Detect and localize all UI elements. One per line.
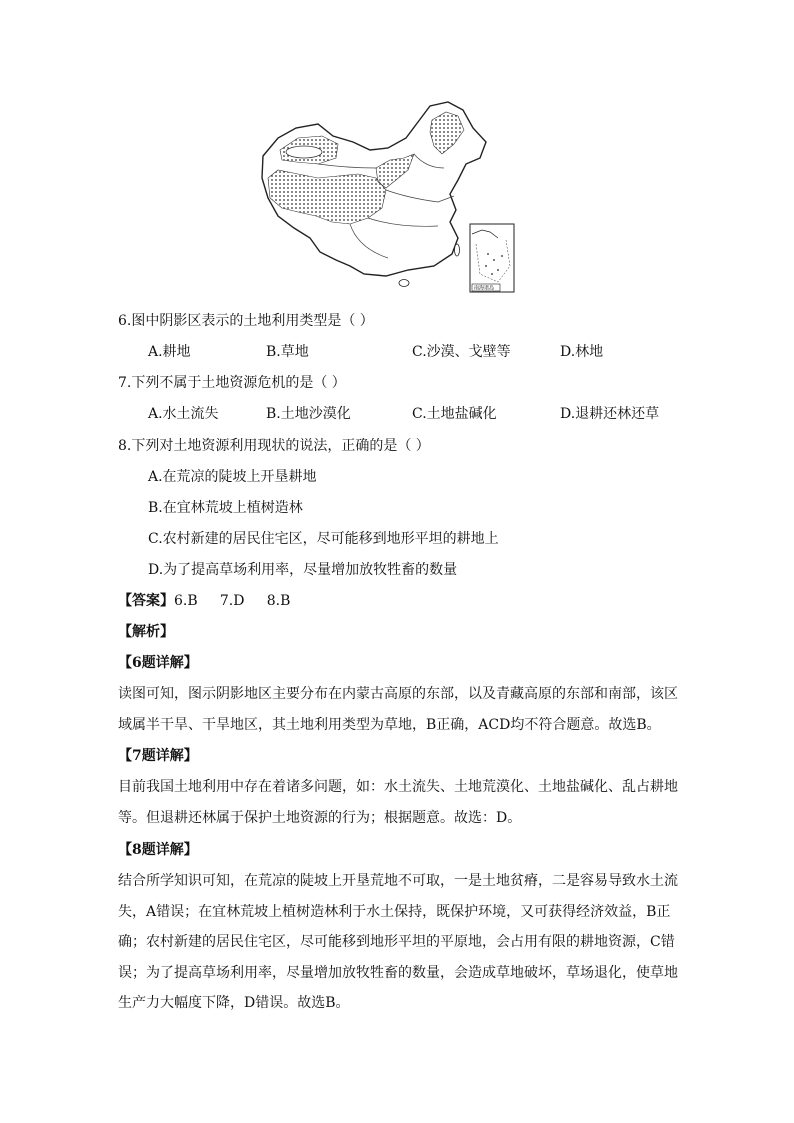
q6-stem: 6.图中阴影区表示的土地利用类型是（ ） xyxy=(118,313,374,329)
china-land-use-map xyxy=(258,98,528,298)
q7-option-d: D.退耕还林还草 xyxy=(560,406,660,422)
q6-option-c: C.沙漠、戈壁等 xyxy=(412,344,511,360)
detail8-heading: 【8题详解】 xyxy=(118,842,198,858)
q6-option-b: B.草地 xyxy=(266,344,309,360)
q7-stem: 7.下列不属于土地资源危机的是（ ） xyxy=(118,375,346,391)
analysis-label: 【解析】 xyxy=(118,624,174,640)
q6-option-d: D.林地 xyxy=(560,344,604,360)
q6-option-a: A.耕地 xyxy=(148,344,191,360)
map-svg xyxy=(258,98,528,298)
q7-option-c: C.土地盐碱化 xyxy=(412,406,497,422)
desert-ellipse xyxy=(286,146,322,158)
inset-island xyxy=(491,273,493,275)
q7-option-a: A.水土流失 xyxy=(148,406,219,422)
q8-option-a: A.在荒凉的陡坡上开垦耕地 xyxy=(148,469,317,485)
detail7-heading: 【7题详解】 xyxy=(118,748,198,764)
inset-island xyxy=(487,253,489,255)
south-sea-inset xyxy=(470,224,514,292)
inset-island xyxy=(485,265,487,267)
detail6-text: 读图可知，图示阴影地区主要分布在内蒙古高原的东部，以及青藏高原的东部和南部，该区域属半干旱、干旱地区，其土地利用类型为草地，B正确，ACD均不符合题意。故选B。 xyxy=(118,686,678,733)
answer-text: 6.B 7.D 8.B xyxy=(174,593,291,609)
answer-line xyxy=(118,591,290,611)
q8-stem: 8.下列对土地资源利用现状的说法，正确的是（ ） xyxy=(118,438,430,454)
inset-island xyxy=(493,259,495,261)
inset-island xyxy=(497,269,499,271)
q8-option-d: D.为了提高草场利用率，尽量增加放牧牲畜的数量 xyxy=(148,562,458,578)
inset-label: 南海诸岛 xyxy=(474,285,495,292)
inset-island xyxy=(501,255,503,257)
q8-option-c: C.农村新建的居民住宅区，尽可能移到地形平坦的耕地上 xyxy=(148,531,499,547)
detail7-text: 目前我国土地利用中存在着诸多问题，如：水土流失、土地荒漠化、土地盐碱化、乱占耕地等。但退耕还林属于保护土地资源的行为；根据题意。故选：D。 xyxy=(118,779,678,826)
answer-label: 【答案】 xyxy=(118,593,174,609)
hainan-island xyxy=(399,280,409,287)
q7-option-b: B.土地沙漠化 xyxy=(266,406,351,422)
taiwan-island xyxy=(455,244,460,256)
q8-option-b: B.在宜林荒坡上植树造林 xyxy=(148,500,303,516)
detail8-text: 结合所学知识可知，在荒凉的陡坡上开垦荒地不可取，一是土地贫瘠，二是容易导致水土流失，A错误；在宜林荒坡上植树造林利于水土保持，既保护环境，又可获得经济效益，B正确；农村新建的居民住宅区，尽可能移到地形平坦的平原地，会占用有限的耕地资源，C错误；为了提高草场利用率，尽量增加放牧牲畜的数量，会造成草地破坏，草场退化，使草地生产力大幅度下降，D错误。故选B。 xyxy=(118,873,678,1011)
detail6-heading: 【6题详解】 xyxy=(118,655,198,671)
